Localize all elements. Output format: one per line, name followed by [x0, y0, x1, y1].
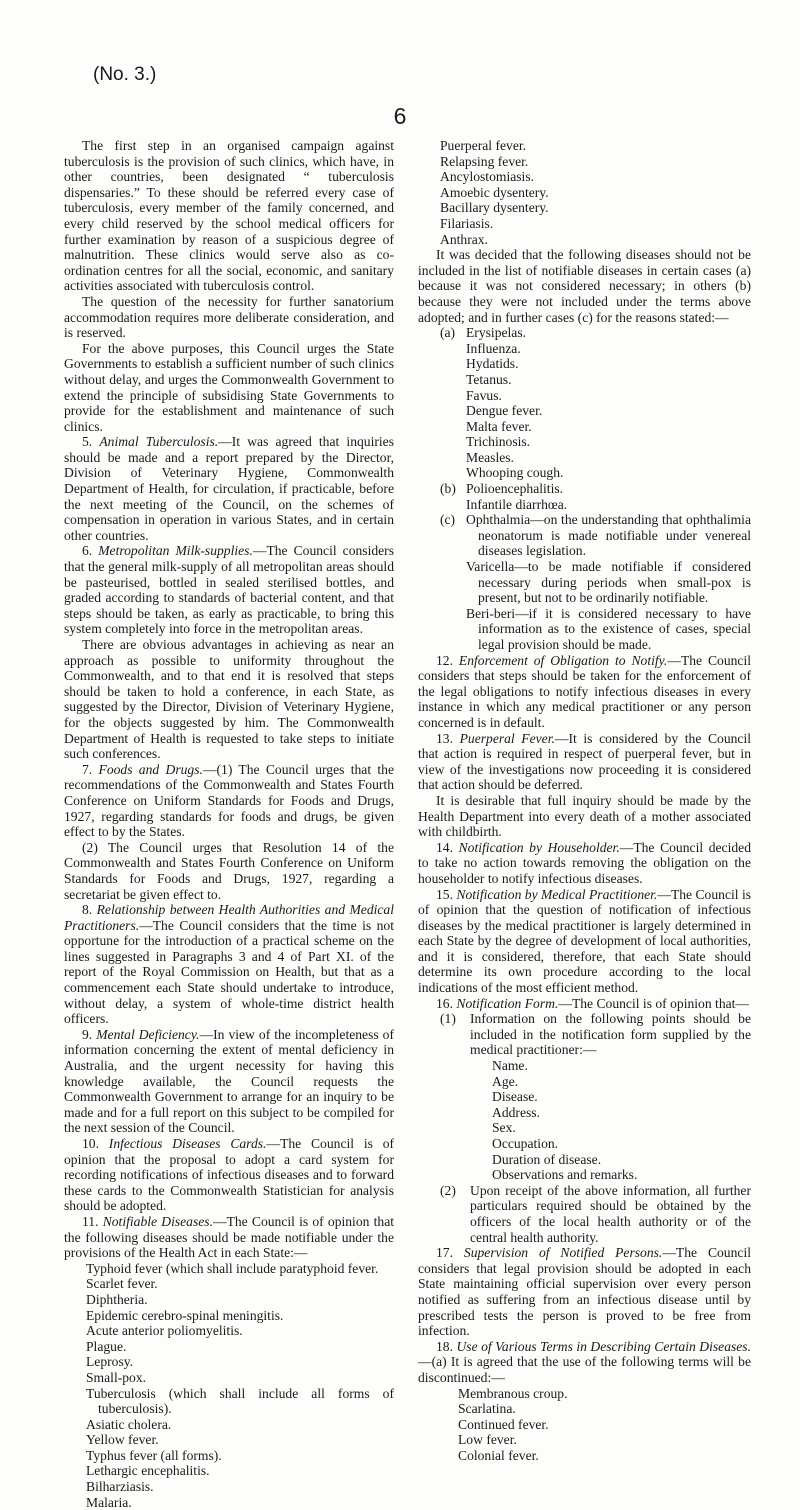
list-item: Disease.: [492, 1089, 538, 1105]
paragraph: For the above purposes, this Council urges the State Governments to establish a sufficient number of such clinics without delay, and urges the Commonwealth Government to extend the principle of subsidising State Governments to provide for the establishment and maintenance of such clinics.: [64, 340, 394, 434]
section-14: [418, 840, 751, 887]
list-item: Malaria.: [86, 1494, 132, 1510]
section-title: Enforcement of Obligation to Notify.: [458, 652, 668, 668]
section-title: Relationship between Health Authorities and Medical Practitioners.: [64, 902, 394, 933]
section-title: Notification by Householder.: [458, 839, 620, 855]
list-item: Scarlatina.: [458, 1401, 516, 1417]
section-text: —The Council is of opinion that the question of notification of infectious diseases by the medical practitioner is largely determined in each State by the degree of development of local authorities, and it is considered, therefore, that each State should determine its own procedure according to the local indications of the most efficient method.: [418, 886, 752, 996]
list-item: Diphtheria.: [86, 1291, 148, 1307]
list-item: Influenza.: [466, 340, 521, 356]
section-text: —The Council considers that the time is not opportune for the introduction of a practical scheme on the lines suggested in Paragraphs 3 and 4 of Part XI. of the report of the Royal Commission on Health, but that as a commencement each State should undertake to introduce, without delay, a system of whole-time district health officers.: [64, 917, 394, 1027]
list-item: Beri-beri—if it is considered necessary to have information as to the existence of cases, special legal provision should be made.: [466, 605, 751, 652]
section-text: —The Council decided to take no action towards removing the obligation on the householder to notify infectious diseases.: [418, 839, 751, 886]
section-title: Notifiable Diseases.: [102, 1213, 213, 1229]
section-9: [64, 1027, 394, 1136]
list-item: Trichinosis.: [466, 434, 531, 450]
section-10: [64, 1136, 394, 1214]
list-item: Tetanus.: [466, 371, 512, 387]
section-title: Notification by Medical Practitioner.: [456, 886, 658, 902]
section-number: 16.: [436, 995, 457, 1011]
section-8: [64, 902, 394, 1027]
section-number: 10.: [82, 1136, 109, 1151]
list-item: Typhoid fever (which shall include paratyphoid fever.: [86, 1260, 379, 1276]
list-item: Amoebic dysentery.: [440, 184, 549, 200]
subsection-2: [440, 1183, 751, 1245]
group-label: (b): [440, 481, 456, 497]
section-number: 15.: [436, 886, 457, 902]
list-item: Whooping cough.: [466, 465, 564, 481]
section-18: [418, 1339, 751, 1386]
list-item: Varicella—to be made notifiable if considered necessary during periods when small-pox is present, but not to be ordinarily notifiable.: [466, 559, 751, 606]
section-13: [418, 731, 751, 793]
section-number: 8.: [82, 902, 97, 918]
section-number: 9.: [82, 1026, 97, 1042]
list-item: Measles.: [466, 449, 514, 465]
list-item: Observations and remarks.: [492, 1167, 638, 1183]
list-item: Duration of disease.: [492, 1151, 602, 1167]
section-number: 6.: [82, 543, 99, 559]
section-title: Supervision of Notified Persons.: [463, 1245, 663, 1261]
left-column: [64, 138, 394, 1510]
list-item: Yellow fever.: [86, 1432, 159, 1448]
section-text: —It is considered by the Council that action is required in respect of puerperal fever, but in view of the investigations now proceeding it is considered that action should be deferred.: [418, 730, 751, 793]
section-title: Mental Deficiency.: [96, 1026, 200, 1042]
list-item: Relapsing fever.: [440, 153, 529, 169]
list-item: Dengue fever.: [466, 403, 543, 419]
paragraph: The question of the necessity for further sanatorium accommodation requires more deliberate consideration, and is reserved.: [64, 293, 394, 341]
group-label: (c): [440, 512, 456, 528]
group-label: (a): [440, 325, 456, 341]
list-item: Bilharziasis.: [86, 1479, 154, 1495]
discontinued-terms-list: [418, 1386, 751, 1464]
list-item: Colonial fever.: [458, 1447, 539, 1463]
list-item: Hydatids.: [466, 356, 519, 372]
section-number: 17.: [436, 1245, 464, 1261]
section-6: [64, 543, 394, 637]
excluded-diseases: [440, 325, 751, 652]
section-number: 14.: [436, 839, 459, 855]
list-item: Epidemic cerebro-spinal meningitis.: [86, 1307, 284, 1323]
section-number: 18.: [436, 1338, 457, 1354]
section-text: —In view of the incompleteness of information concerning the extent of mental deficiency in Australia, and the urgent necessity for having this knowledge available, the Council requests the Commonwealth Government to arrange for an inquiry to be made and for a full report on this subject to be compiled for the next session of the Council.: [64, 1026, 395, 1136]
subsection-label: (1): [440, 1011, 456, 1027]
list-item: Polioencephalitis.: [466, 481, 564, 497]
paragraph: (2) The Council urges that Resolution 14 of the Commonwealth and States Fourth Conference on Uniform Standards for Foods and Drugs, 1927, regarding a secretariat be given effect to.: [64, 839, 394, 902]
list-item: Ophthalmia—on the understanding that ophthalimia neonatorum is made notifiable under venereal diseases legislation.: [466, 512, 751, 559]
section-title: Puerperal Fever.: [459, 730, 555, 746]
list-item: Infantile diarrhœa.: [466, 496, 568, 512]
list-item: Malta fever.: [466, 418, 532, 434]
section-text: —The Council is of opinion that the following diseases should be made notifiable under the provisions of the Health Act in each State:—: [64, 1213, 395, 1261]
document-number: (No. 3.): [93, 64, 157, 85]
subsection-text: Information on the following points should be included in the notification form supplied by the medical practitioner:—: [470, 1011, 751, 1058]
section-number: 7.: [82, 761, 99, 777]
list-item: Occupation.: [492, 1136, 559, 1151]
notifiable-diseases-list: [64, 1261, 394, 1510]
section-title: Animal Tuberculosis.: [99, 434, 219, 450]
notifiable-diseases-list-continued: [418, 138, 751, 247]
list-item: Continued fever.: [458, 1416, 549, 1432]
section-7: [64, 762, 394, 840]
list-item: Anthrax.: [440, 231, 488, 247]
paragraph: It was decided that the following diseases should not be included in the list of notifiable diseases in certain cases (a) because it was not considered necessary; in others (b) because they were not included under the terms above adopted; and in further cases (c) for the reasons stated:—: [418, 247, 751, 325]
section-number: 13.: [436, 730, 460, 746]
list-item: Name.: [492, 1058, 528, 1074]
list-item: Scarlet fever.: [86, 1276, 158, 1292]
section-12: [418, 653, 751, 731]
list-item: Membranous croup.: [458, 1385, 568, 1401]
section-text: —The Council is of opinion that the proposal to adopt a card system for recording notifications of infectious diseases and to forward these cards to the Commonwealth Statistician for analysis should be adopted.: [64, 1136, 395, 1214]
section-number: 12.: [436, 652, 459, 668]
section-17: [418, 1245, 751, 1339]
excluded-group-b: [440, 481, 751, 512]
list-item: Asiatic cholera.: [86, 1416, 172, 1432]
section-title: Use of Various Terms in Describing Certain Diseases.: [456, 1338, 751, 1354]
section-number: 5.: [82, 434, 100, 450]
section-title: Metropolitan Milk-supplies.: [98, 543, 253, 559]
list-item: Favus.: [466, 387, 502, 403]
paragraph: The first step in an organised campaign against tuberculosis is the provision of such clinics, which have, in other countries, been designated “ tuberculosis dispensaries.” To these should be referred every case of tuberculosis, every member of the family concerned, and every child reserved by the school medical officers for further examination by reason of a suspicious degree of malnutrition. These clinics would serve also as co-ordination centres for all the social, economic, and sanitary activities associated with tuberculosis control.: [64, 138, 394, 294]
right-column: [418, 138, 751, 1463]
section-15: [418, 887, 751, 996]
section-number: 11.: [82, 1213, 103, 1229]
list-item: Age.: [492, 1073, 519, 1089]
list-item: Ancylostomiasis.: [440, 169, 535, 185]
section-text: —The Council is of opinion that—: [558, 995, 750, 1011]
section-16: [418, 996, 751, 1012]
section-text: —The Council considers that the general milk-supply of all metropolitan areas should be pasteurised, bottled in sealed sterilised bottles, and graded according to standards of bacterial content, and that steps should be taken, as early as practicable, to bring this system completely into force in the metropolitan areas.: [64, 543, 394, 637]
paragraph: There are obvious advantages in achieving as near an approach as possible to uniformity throughout the Commonwealth, and to that end it is resolved that steps should be taken to hold a conference, in each State, as suggested by the Director, Division of Veterinary Hygiene, for the objects suggested by him. The Commonwealth Department of Health is requested to take steps to initiate such conferences.: [64, 637, 394, 762]
section-title: Foods and Drugs.: [98, 761, 203, 777]
paragraph: It is desirable that full inquiry should be made by the Health Department into every death of a mother associated with childbirth.: [418, 792, 751, 840]
section-5: [64, 434, 394, 543]
section-text: —The Council considers that steps should be taken for the enforcement of the legal obligations to notify infectious diseases in every instance in which any medical practitioner or any person concerned is in default.: [418, 652, 752, 730]
section-text: —It was agreed that inquiries should be made and a report prepared by the Director, Division of Veterinary Hygiene, Commonwealth Department of Health, for circulation, if practicable, before the next meeting of the Council, on the schemes of compensation in operation in various States, and in certain other countries.: [64, 434, 395, 543]
list-item: Sex.: [492, 1120, 516, 1136]
list-item: Typhus fever (all forms).: [86, 1447, 222, 1463]
list-item: Erysipelas.: [466, 325, 527, 341]
list-item: Tuberculosis (which shall include all forms of tuberculosis).: [86, 1385, 394, 1417]
subsection-1: [440, 1011, 751, 1183]
section-16-subsections: [440, 1011, 751, 1245]
list-item: Low fever.: [458, 1432, 517, 1448]
list-item: Puerperal fever.: [440, 138, 527, 153]
form-fields-list: [470, 1058, 751, 1183]
section-11: [64, 1214, 394, 1261]
list-item: Leprosy.: [86, 1354, 134, 1370]
list-item: Acute anterior poliomyelitis.: [86, 1323, 243, 1339]
subsection-label: (2): [440, 1182, 456, 1198]
list-item: Small-pox.: [86, 1369, 147, 1385]
section-title: Infectious Diseases Cards.: [108, 1136, 267, 1151]
list-item: Address.: [492, 1104, 540, 1120]
section-text: —(a) It is agreed that the use of the following terms will be discontinued:—: [418, 1354, 751, 1385]
page-number: 6: [393, 103, 407, 129]
section-text: —(1) The Council urges that the recommendations of the Commonwealth and States Fourth Conference on Uniform Standards for Foods and Drugs, 1927, regarding standards for foods and drugs, be given effect to by the States.: [64, 761, 395, 840]
list-item: Filariasis.: [440, 215, 494, 231]
section-title: Notification Form.: [456, 995, 559, 1011]
section-text: —The Council considers that legal provision should be adopted in each State maintaining official supervision over every person notified as suffering from an infectious disease until by prescribed tests the person is proved to be free from infection.: [418, 1245, 751, 1339]
excluded-group-a: [440, 325, 751, 481]
list-item: Plague.: [86, 1338, 127, 1354]
subsection-text: Upon receipt of the above information, all further particulars required should be obtained by the officers of the local health authority or of the central health authority.: [470, 1182, 751, 1245]
list-item: Bacillary dysentery.: [440, 200, 549, 216]
list-item: Lethargic encephalitis.: [86, 1463, 210, 1479]
excluded-group-c: [440, 512, 751, 652]
